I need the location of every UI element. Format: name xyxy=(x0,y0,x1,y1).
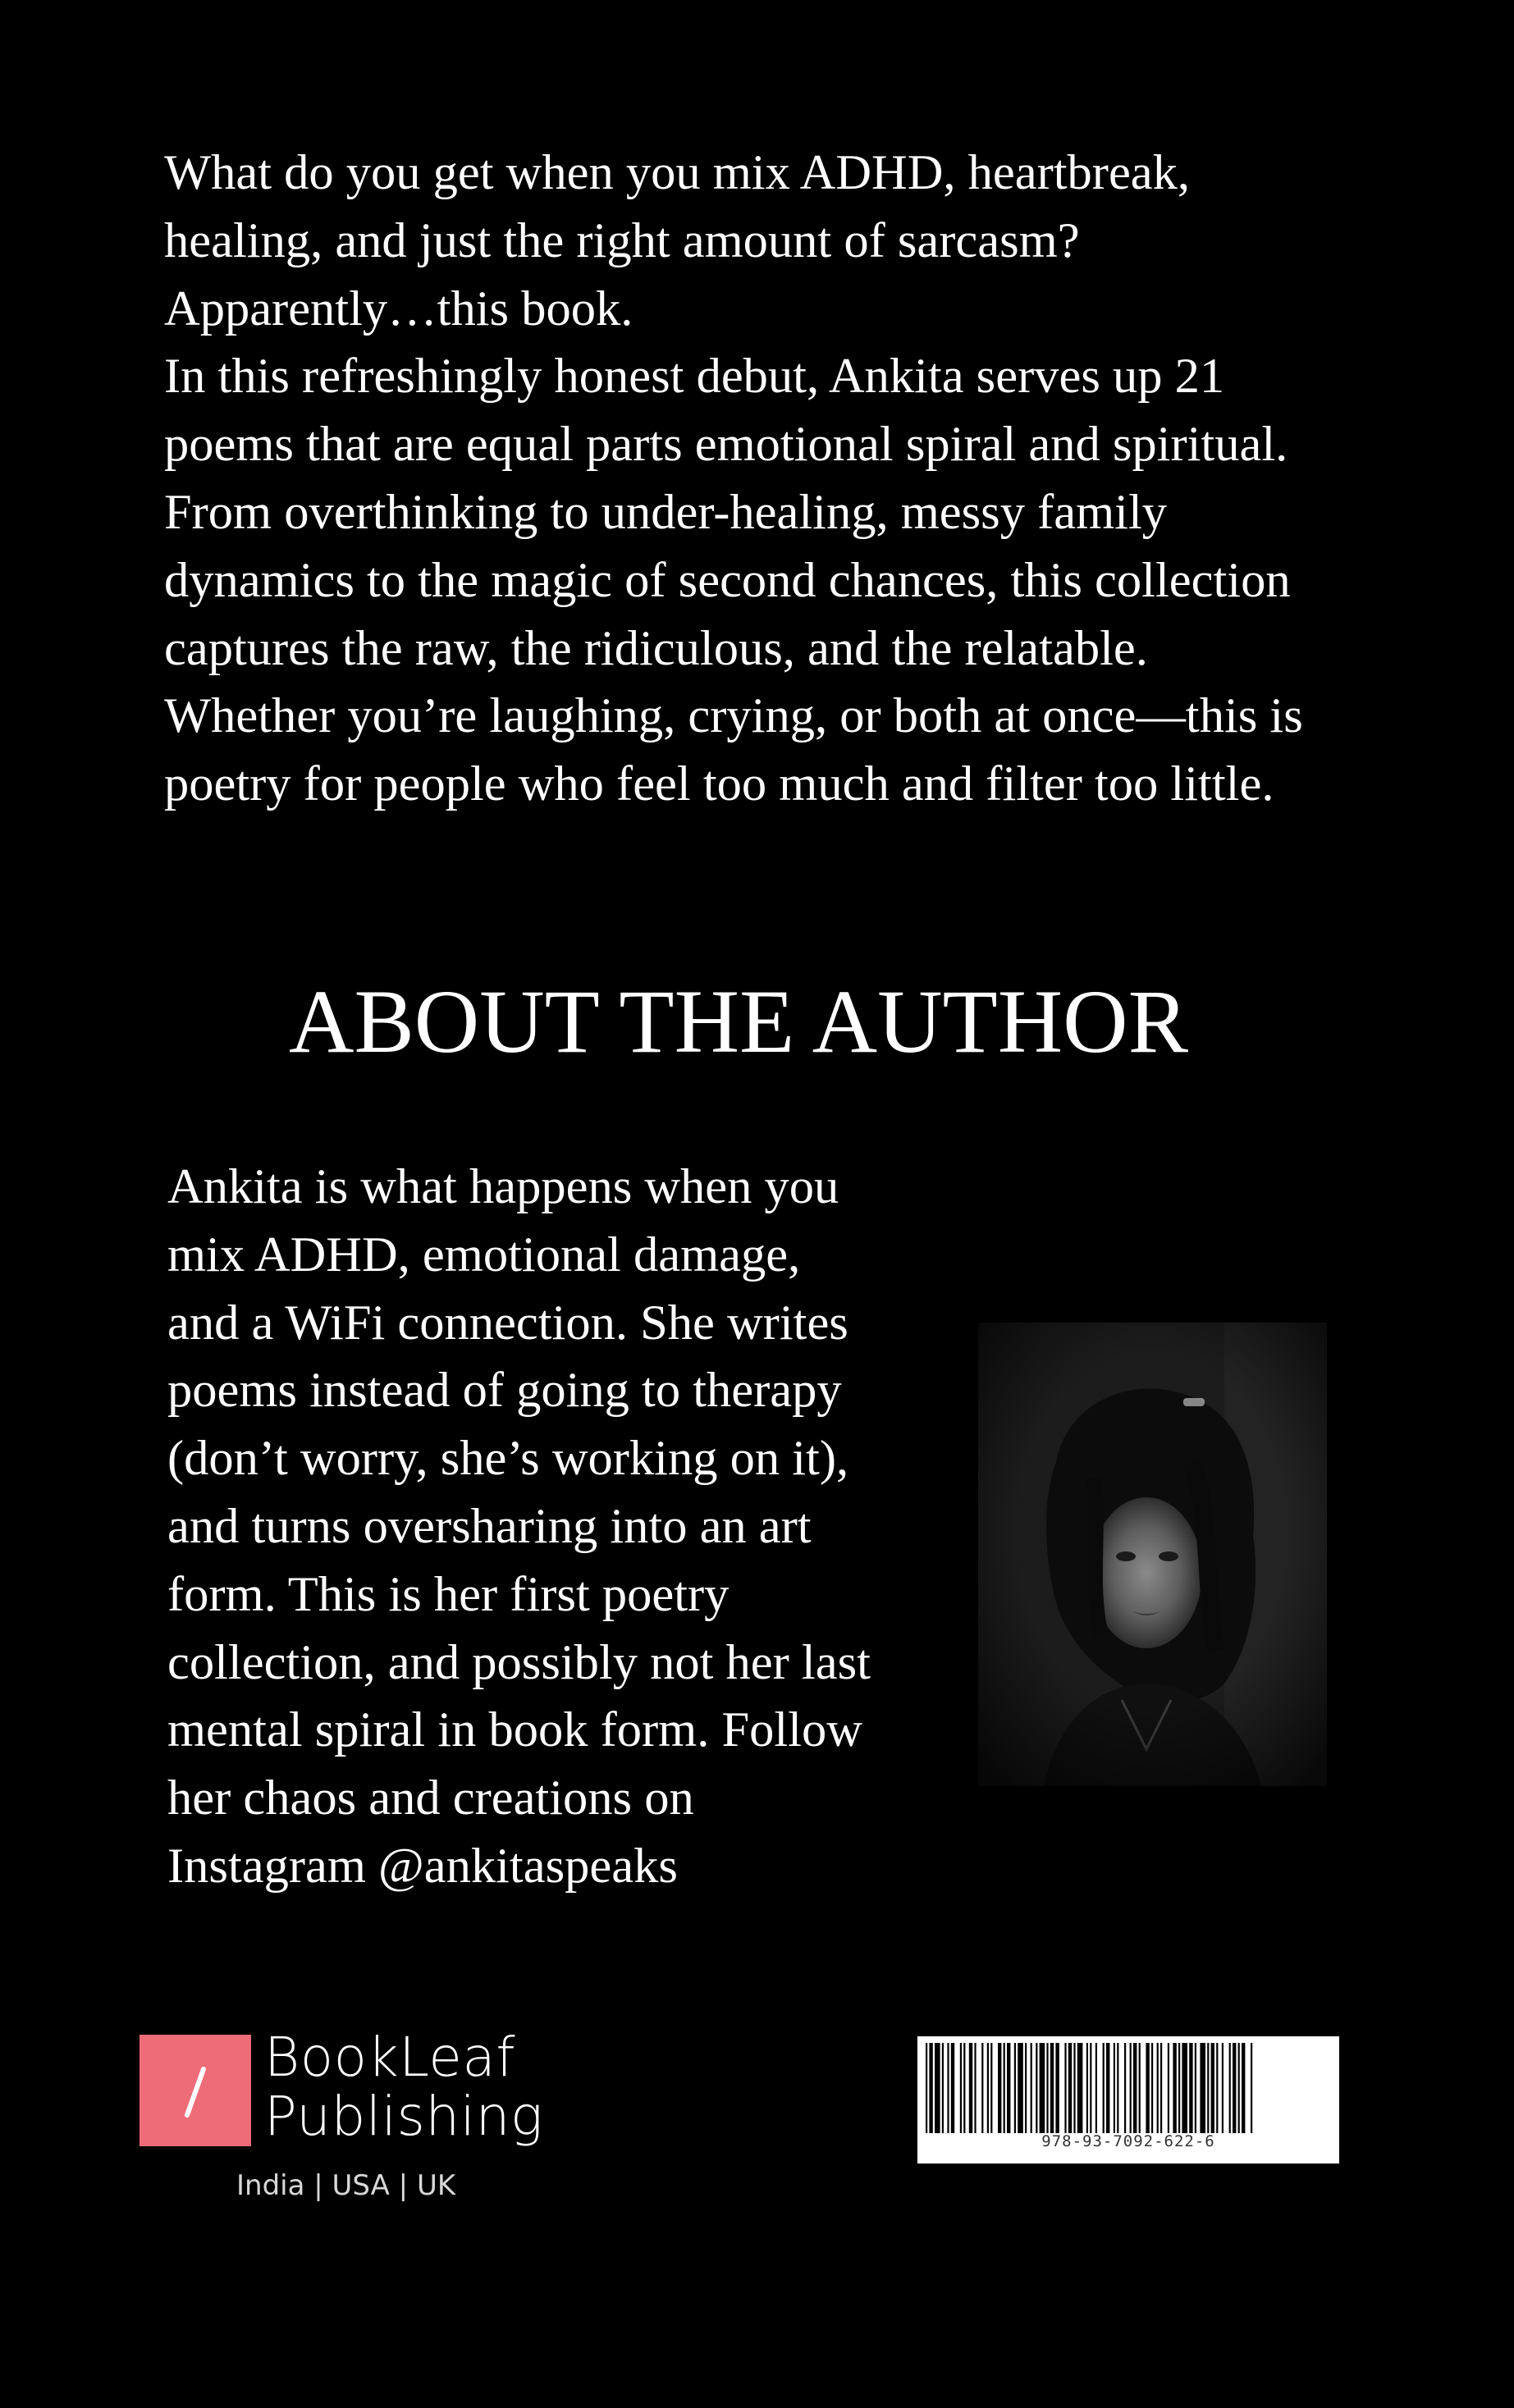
publisher-name-line1: BookLeaf xyxy=(264,2026,516,2089)
publisher-name-line2: Publishing xyxy=(264,2085,544,2148)
slash-icon xyxy=(140,2035,251,2146)
blurb-line: From overthinking to under-healing, messy family xyxy=(164,484,1168,540)
bio-line: Ankita is what happens when you xyxy=(167,1159,839,1214)
blurb-line: In this refreshingly honest debut, Ankita serves up 21 xyxy=(164,349,1225,404)
bio-line: Instagram @ankitaspeaks xyxy=(167,1838,678,1894)
bio-line: form. This is her first poetry xyxy=(167,1566,730,1622)
publisher-logo xyxy=(140,2026,566,2207)
publisher-regions: India | USA | UK xyxy=(236,2169,456,2202)
blurb-line: healing, and just the right amount of sarcasm? xyxy=(164,212,1080,268)
blurb-line: captures the raw, the ridiculous, and the relatable. xyxy=(164,620,1148,676)
blurb-line: dynamics to the magic of second chances, this collection xyxy=(164,552,1291,608)
bio-line: mix ADHD, emotional damage, xyxy=(167,1227,801,1282)
bio-line: poems instead of going to therapy xyxy=(167,1363,842,1419)
publisher-name xyxy=(264,2028,543,2146)
blurb-line: Apparently…this book. xyxy=(164,281,634,336)
bio-line: and a WiFi connection. She writes xyxy=(167,1295,848,1350)
isbn-barcode xyxy=(917,2036,1339,2164)
blurb-line: What do you get when you mix ADHD, heartbreak, xyxy=(164,145,1191,200)
bio-line: collection, and possibly not her last xyxy=(167,1634,871,1690)
about-author-heading: ABOUT THE AUTHOR xyxy=(289,971,1188,1071)
barcode-icon xyxy=(924,2043,1333,2133)
blurb-line: Whether you’re laughing, crying, or both at once—this is xyxy=(164,688,1303,744)
isbn-number: 978-93-7092-622-6 xyxy=(1041,2132,1215,2150)
bio-line: her chaos and creations on xyxy=(167,1771,694,1826)
publisher-logo-mark xyxy=(140,2035,251,2146)
author-bio xyxy=(167,1154,955,1901)
bio-line: (don’t worry, she’s working on it), xyxy=(167,1431,849,1487)
author-portrait-illustration xyxy=(978,1323,1327,1786)
bio-line: and turns oversharing into an art xyxy=(167,1498,812,1554)
book-blurb xyxy=(164,139,1395,819)
blurb-line: poetry for people who feel too much and filter too little. xyxy=(164,756,1274,812)
blurb-line: poems that are equal parts emotional spiral and spiritual. xyxy=(164,417,1288,473)
bio-line: mental spiral in book form. Follow xyxy=(167,1702,862,1758)
author-photo xyxy=(978,1323,1327,1786)
